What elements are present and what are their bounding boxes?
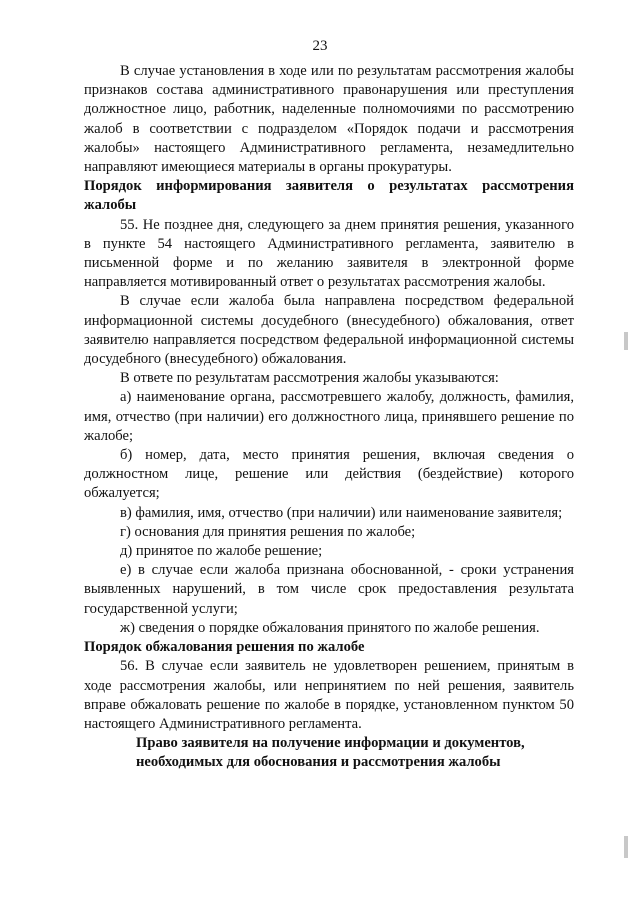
page-body	[84, 62, 574, 773]
list-item-g: г) основания для принятия решения по жалобе;	[120, 523, 416, 540]
list-item-zh: ж) сведения о порядке обжалования принятого по жалобе решения.	[120, 619, 540, 636]
paragraph-answer: В ответе по результатам рассмотрения жалобы указываются:	[120, 370, 499, 387]
heading-rights-line-1: Право заявителя на получение информации и документов,	[136, 735, 525, 752]
list-item-d: д) принятое по жалобе решение;	[120, 543, 323, 560]
scan-edge-mark	[624, 332, 628, 350]
paragraph-55: 55. Не позднее дня, следующего за днем принятия решения, указанного в пункте 54 настоящего Административного регламента, заявителю в письменной форме и по желанию заявителя в электронной форме направляется мотивированный ответ о результатах рассмотрения жалобы.	[84, 216, 574, 291]
list-item-a: а) наименование органа, рассмотревшего жалобу, должность, фамилия, имя, отчество (при наличии) его должностного лица, принявшего решение по жалобе;	[84, 389, 574, 444]
scan-edge-mark	[624, 836, 628, 858]
heading-rights-line-2: необходимых для обоснования и рассмотрения жалобы	[136, 754, 501, 771]
list-item-v: в) фамилия, имя, отчество (при наличии) или наименование заявителя;	[120, 504, 563, 521]
paragraph-56: 56. В случае если заявитель не удовлетворен решением, принятым в ходе рассмотрения жалобы, или непринятием по ней решения, заявитель вправе обжаловать решение по жалобе в порядке, установленном пунктом 50 настоящего Административного регламента.	[84, 658, 574, 732]
heading-inform: Порядок информирования заявителя о результатах рассмотрения жалобы	[84, 178, 574, 214]
heading-appeal: Порядок обжалования решения по жалобе	[84, 639, 365, 656]
paragraph-system: В случае если жалоба была направлена посредством федеральной информационной системы досудебного (внесудебного) обжалования, ответ заявителю направляется посредством федеральной информационной системы досудебного (внесудебного) обжалования.	[84, 293, 574, 368]
list-item-e: е) в случае если жалоба признана обоснованной, - сроки устранения выявленных нарушений, в том числе срок предоставления результата государственной услуги;	[84, 562, 574, 617]
list-item-b: б) номер, дата, место принятия решения, включая сведения о должностном лице, решение или действия (бездействие) которого обжалуется;	[84, 447, 574, 502]
page-number: 23	[312, 38, 328, 54]
paragraph-intro: В случае установления в ходе или по результатам рассмотрения жалобы признаков состава административного правонарушения или преступления должностное лицо, работник, наделенные полномочиями по рассмотрению жалоб в соответствии с подразделом «Порядок подачи и рассмотрения жалобы» настоящего Административного регламента, незамедлительно направляют имеющиеся материалы в органы прокуратуры.	[84, 63, 574, 176]
